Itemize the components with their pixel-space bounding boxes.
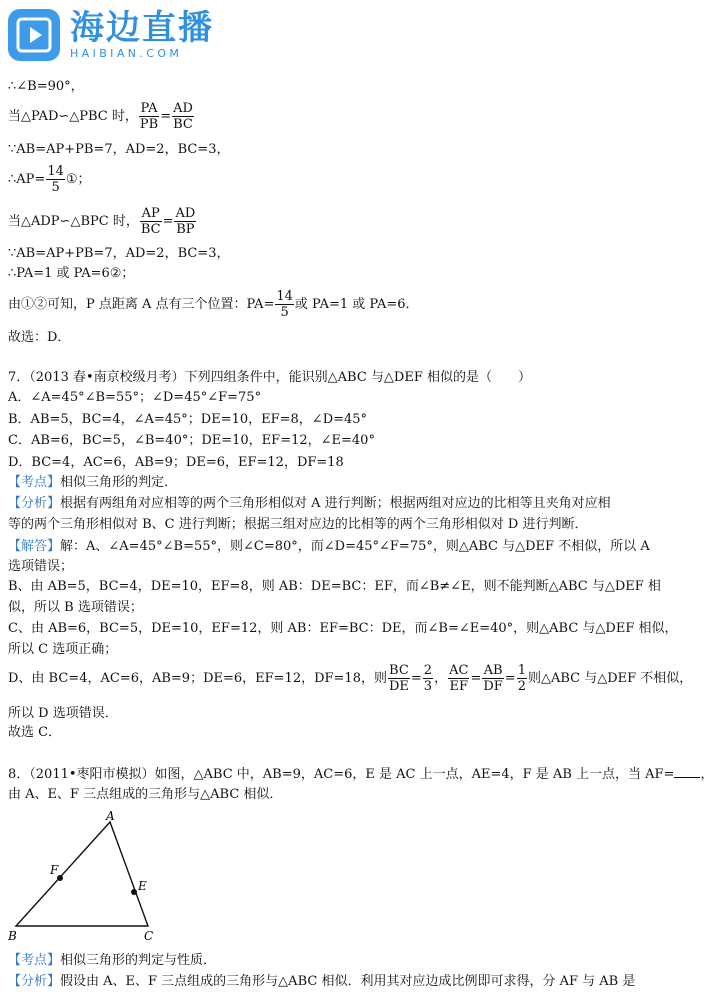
fraction: $\frac{2}{3}$ <box>423 663 433 694</box>
fraction: $\frac{AD}{BP}$ <box>175 206 196 237</box>
fraction: $\frac{14}{5}$ <box>276 289 293 320</box>
option-b: B．AB=5，BC=4，∠A=45°；DE=10，EF=8，∠D=45° <box>8 412 368 427</box>
solution-line: ∴AP= $\frac{14}{5}$ ①； <box>8 164 91 195</box>
label-c: C <box>144 929 154 943</box>
fraction: $\frac{PA}{PB}$ <box>139 101 159 132</box>
solution-line: ∵AB=AP+PB=7，AD=2，BC=3， <box>8 142 230 157</box>
option-a: A．∠A=45°∠B=55°；∠D=45°∠F=75° <box>8 390 262 405</box>
fraction: $\frac{14}{5}$ <box>47 164 64 195</box>
analysis-cont: 等的两个三角形相似对 B、C 进行判断；根据三组对应边的比相等的两个三角形相似对 D 进行判断． <box>8 517 588 532</box>
tag-fenxi: 【分析】 <box>8 974 61 989</box>
fraction: $\frac{BC}{DE}$ <box>388 663 409 694</box>
label-b: B <box>8 929 17 943</box>
solution-line: 所以 D 选项错误． <box>8 706 118 721</box>
tag-jieda: 【解答】 <box>8 539 61 554</box>
tag-kaodian: 【考点】 <box>8 475 61 490</box>
label-f: F <box>50 863 59 877</box>
label-a: A <box>106 809 115 823</box>
text: 当△PAD∽△PBC 时， <box>8 109 138 124</box>
solution-line: 似，所以 B 选项错误； <box>8 600 143 615</box>
triangle-figure <box>8 808 178 952</box>
solution-line: C、由 AB=6，BC=5，DE=10，EF=12，则 AB：EF=BC：DE，而∠B=∠E=40°，则△ABC 与△DEF 相似， <box>8 621 678 636</box>
option-c: C．AB=6，BC=5，∠B=40°；DE=10，EF=12，∠E=40° <box>8 433 375 448</box>
question-stem: 8．（2011•枣阳市模拟）如图，△ABC 中，AB=9，AC=6，E 是 AC 上一点，AE=4，F 是 AB 上一点，当 AF= ， <box>8 767 713 782</box>
fraction: $\frac{1}{2}$ <box>517 663 526 694</box>
solution-line: D、由 BC=4，AC=6，AB=9；DE=6，EF=12，DF=18，则 $\frac{BC}{DE}$ = $\frac{2}{3}$ ， $\frac{AC}{EF}$ = $\frac{AB}{DF}$ = $\frac{1}{2}$ 则△ABC 与△DEF 不相似， <box>8 663 693 694</box>
question-stem-cont: 由 A、E、F 三点组成的三角形与△ABC 相似． <box>8 787 283 802</box>
answer-line: 故选：D． <box>8 330 71 345</box>
solution-line: ∵AB=AP+PB=7，AD=2，BC=3， <box>8 246 230 261</box>
option-d: D．BC=4，AC=6，AB=9；DE=6，EF=12，DF=18 <box>8 455 344 470</box>
solution: 【解答】解：A、∠A=45°∠B=55°，则∠C=80°，而∠D=45°∠F=75°，则△ABC 与△DEF 不相似，所以 A <box>8 539 650 554</box>
brand-name-cn: 海边直播 <box>70 8 214 48</box>
solution-line: 所以 C 选项正确； <box>8 642 118 657</box>
brand-name-en: HAIBIAN.COM <box>70 47 183 60</box>
play-icon <box>8 9 60 61</box>
brand-logo[interactable] <box>8 8 214 62</box>
fraction: $\frac{AC}{EF}$ <box>449 663 469 694</box>
solution-line: 由①②可知，P 点距离 A 点有三个位置：PA= $\frac{14}{5}$ 或 PA=1 或 PA=6． <box>8 289 419 320</box>
solution-line: B、由 AB=5，BC=4，DE=10，EF=8，则 AB：DE=BC：EF，而∠B≠∠E，则不能判断△ABC 与△DEF 相 <box>8 579 661 594</box>
tag-fenxi: 【分析】 <box>8 496 61 511</box>
answer-blank[interactable] <box>674 765 700 778</box>
analysis: 【分析】假设由 A、E、F 三点组成的三角形与△ABC 相似．利用其对应边成比例即可求得，分 AF 与 AB 是 <box>8 974 636 989</box>
question-stem: 7．（2013 春•南京校级月考）下列四组条件中，能识别△ABC 与△DEF 相似的是（ ） <box>8 370 531 385</box>
analysis: 【分析】根据有两组角对应相等的两个三角形相似对 A 进行判断；根据两组对应边的比相等且夹角对应相 <box>8 496 611 511</box>
knowledge-point: 【考点】相似三角形的判定． <box>8 475 178 490</box>
fraction: $\frac{AP}{BC}$ <box>140 206 161 237</box>
solution-line: ∴∠B=90°， <box>8 79 84 94</box>
solution-line: 当△PAD∽△PBC 时， $\frac{PA}{PB}$ = $\frac{AD}{BC}$ <box>8 101 193 132</box>
label-e: E <box>138 879 147 893</box>
answer-line: 故选 C． <box>8 725 62 740</box>
fraction: $\frac{AD}{BC}$ <box>173 101 193 132</box>
knowledge-point: 【考点】相似三角形的判定与性质． <box>8 953 217 968</box>
brand-text <box>70 10 214 60</box>
fraction: $\frac{AB}{DF}$ <box>483 663 503 694</box>
solution-line: 选项错误； <box>8 559 74 574</box>
tag-kaodian: 【考点】 <box>8 953 61 968</box>
solution-line: 当△ADP∽△BPC 时， $\frac{AP}{BC}$ = $\frac{AD}{BP}$ <box>8 206 196 237</box>
solution-line: ∴PA=1 或 PA=6②； <box>8 266 135 281</box>
